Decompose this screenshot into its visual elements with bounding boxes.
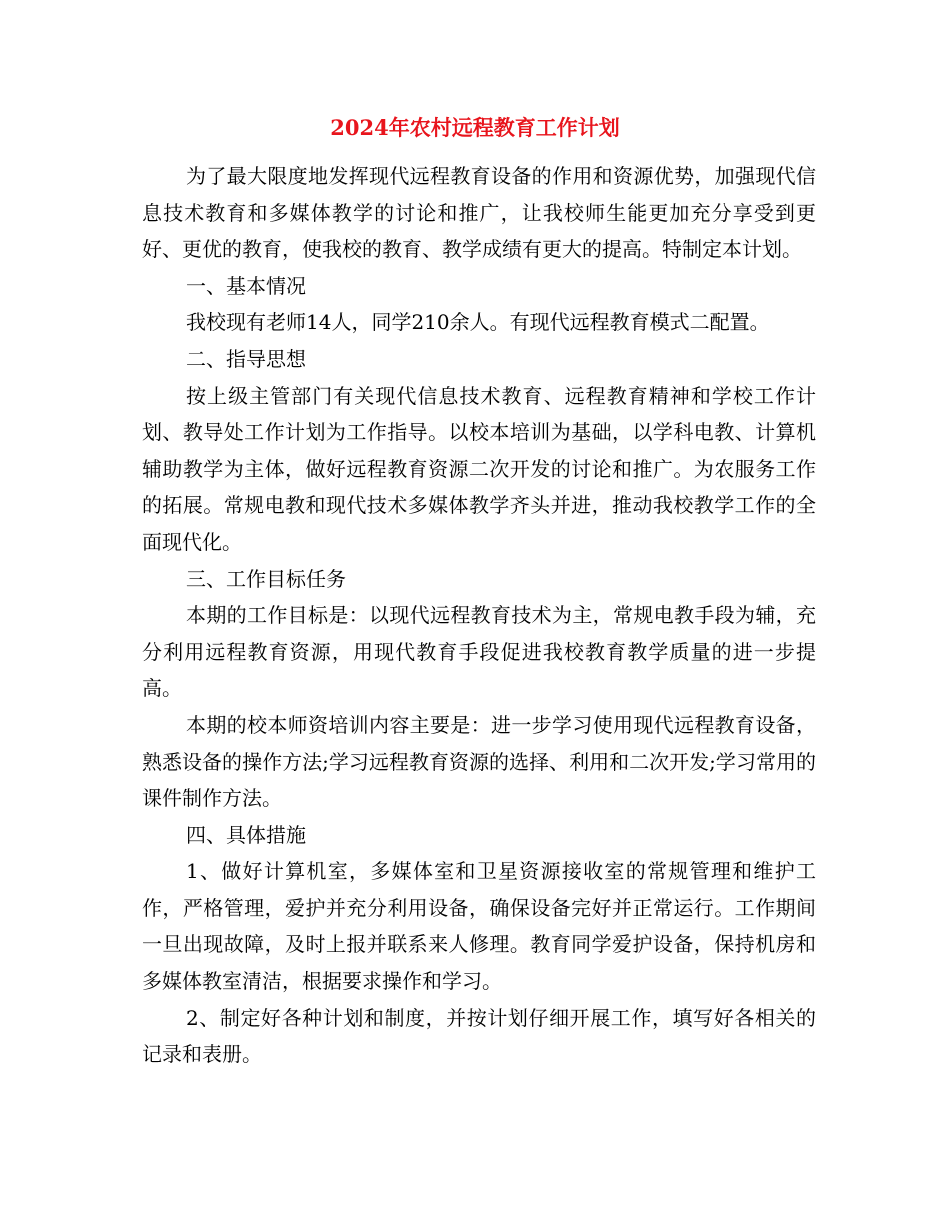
section-heading-measures: 四、具体措施 <box>186 822 306 847</box>
document-body <box>142 158 816 1073</box>
paragraph-intro: 为了最大限度地发挥现代远程教育设备的作用和资源优势，加强现代信息技术教育和多媒体教学的讨论和推广，让我校师生能更加充分享受到更好、更优的教育，使我校的教育、教学成绩有更大的提高。特制定本计划。 <box>142 164 816 262</box>
document-title: 2024年农村远程教育工作计划 <box>330 115 620 140</box>
paragraph-training-content: 本期的校本师资培训内容主要是：进一步学习使用现代远程教育设备，熟悉设备的操作方法;学习远程教育资源的选择、利用和二次开发;学习常用的课件制作方法。 <box>142 712 816 811</box>
section-heading-basic-situation: 一、基本情况 <box>186 273 306 298</box>
paragraph-guiding-thought: 按上级主管部门有关现代信息技术教育、远程教育精神和学校工作计划、教导处工作计划为工作指导。以校本培训为基础，以学科电教、计算机辅助教学为主体，做好远程教育资源二次开发的讨论和推广。为农服务工作的拓展。常规电教和现代技术多媒体教学齐头并进，推动我校教学工作的全面现代化。 <box>142 383 816 554</box>
paragraph-measure-2: 2、制定好各种计划和制度，并按计划仔细开展工作，填写好各相关的记录和表册。 <box>142 1005 816 1067</box>
paragraph-goals: 本期的工作目标是：以现代远程教育技术为主，常规电教手段为辅，充分利用远程教育资源，用现代教育手段促进我校教育教学质量的进一步提高。 <box>142 603 816 701</box>
paragraph-measure-1: 1、做好计算机室，多媒体室和卫星资源接收室的常规管理和维护工作，严格管理，爱护并充分利用设备，确保设备完好并正常运行。工作期间一旦出现故障，及时上报并联系来人修理。教育同学爱护设备，保持机房和多媒体教室清洁，根据要求操作和学习。 <box>142 859 816 994</box>
paragraph-basic-situation: 我校现有老师14人，同学210余人。有现代远程教育模式二配置。 <box>186 310 770 335</box>
section-heading-goals: 三、工作目标任务 <box>186 566 346 591</box>
section-heading-guiding-thought: 二、指导思想 <box>186 346 306 371</box>
